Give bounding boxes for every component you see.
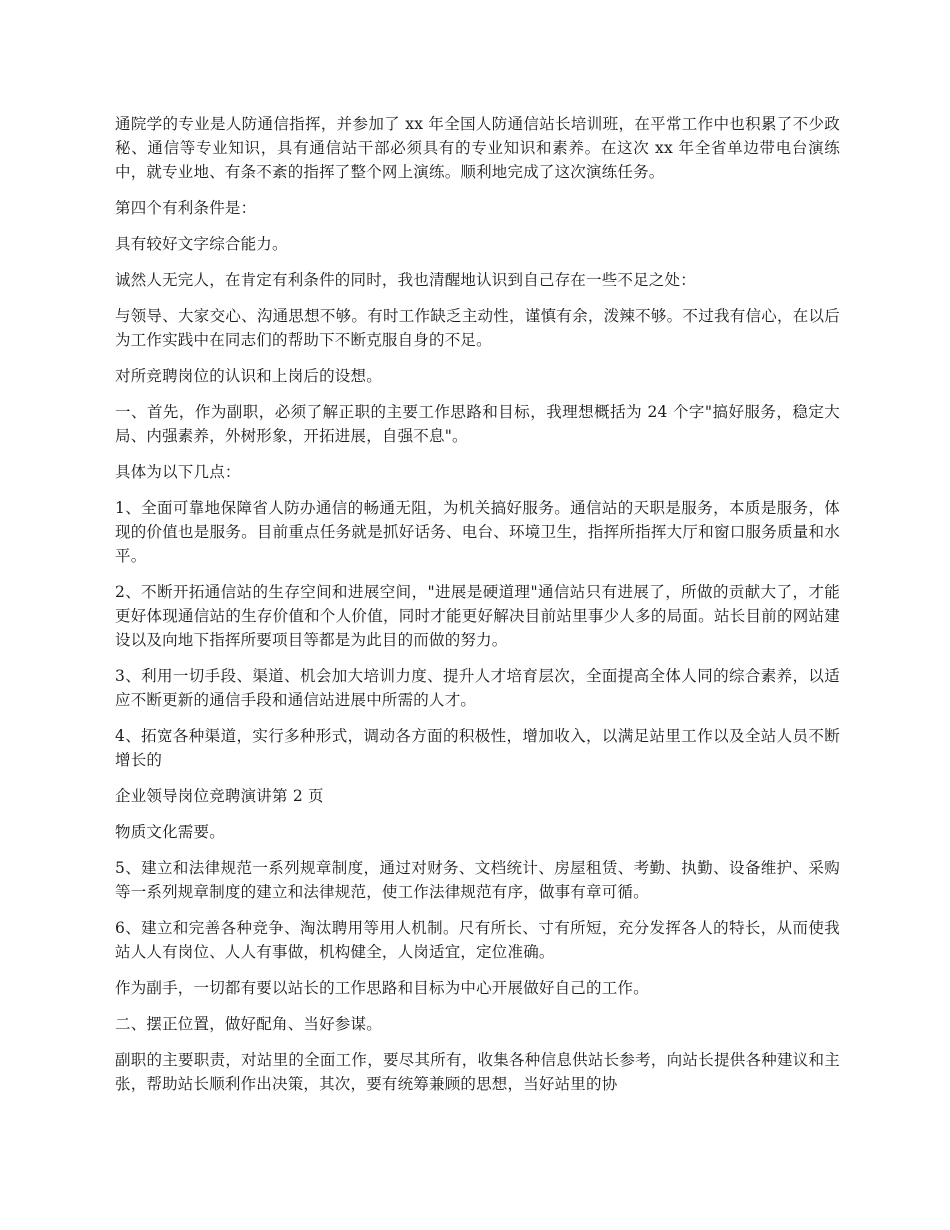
section-heading: 二、摆正位置，做好配角、当好参谋。 <box>115 1015 382 1033</box>
paragraph: 具有较好文字综合能力。 <box>115 235 288 253</box>
list-item: 4、拓宽各种渠道，实行多种形式，调动各方面的积极性，增加收入，以满足站里工作以及全站人员不断增长的 <box>115 727 840 769</box>
page-footer: 企业领导岗位竞聘演讲第 2 页 <box>115 787 324 805</box>
paragraph: 与领导、大家交心、沟通思想不够。有时工作缺乏主动性，谨慎有余，泼辣不够。不过我有信心，在以后为工作实践中在同志们的帮助下不断克服自身的不足。 <box>115 307 840 349</box>
paragraph: 通院学的专业是人防通信指挥，并参加了 xx 年全国人防通信站长培训班，在平常工作中也积累了不少政秘、通信等专业知识，具有通信站干部必须具有的专业知识和素养。在这次 xx 年全省单边带电台演练中，就专业地、有条不紊的指挥了整个网上演练。顺利地完成了这次演练任务。 <box>115 115 840 181</box>
list-item: 3、利用一切手段、渠道、机会加大培训力度、提升人才培育层次，全面提高全体人同的综合素养，以适应不断更新的通信手段和通信站进展中所需的人才。 <box>115 667 840 709</box>
paragraph: 诚然人无完人，在肯定有利条件的同时，我也清醒地认识到自己存在一些不足之处： <box>115 271 696 289</box>
list-item: 6、建立和完善各种竞争、淘汰聘用等用人机制。尺有所长、寸有所短，充分发挥各人的特长，从而使我站人人有岗位、人人有事做，机构健全，人岗适宜，定位准确。 <box>115 919 840 961</box>
section-heading: 对所竞聘岗位的认识和上岗后的设想。 <box>115 367 382 385</box>
list-item: 1、全面可靠地保障省人防办通信的畅通无阻，为机关搞好服务。通信站的天职是服务，本质是服务，体现的价值也是服务。目前重点任务就是抓好话务、电台、环境卫生，指挥所指挥大厅和窗口服务质量和水平。 <box>115 499 840 565</box>
list-item: 2、不断开拓通信站的生存空间和进展空间，"进展是硬道理"通信站只有进展了，所做的贡献大了，才能更好体现通信站的生存价值和个人价值，同时才能更好解决目前站里事少人多的局面。站长目前的网站建设以及向地下指挥所要项目等都是为此目的而做的努力。 <box>115 583 840 649</box>
paragraph: 第四个有利条件是： <box>115 199 257 217</box>
paragraph: 作为副手，一切都有要以站长的工作思路和目标为中心开展做好自己的工作。 <box>115 979 649 997</box>
paragraph: 一、首先，作为副职，必须了解正职的主要工作思路和目标，我理想概括为 24 个字"搞好服务，稳定大局、内强素养，外树形象，开拓进展，自强不息"。 <box>115 403 840 445</box>
paragraph: 副职的主要职责，对站里的全面工作，要尽其所有，收集各种信息供站长参考，向站长提供各种建议和主张，帮助站长顺利作出决策，其次，要有统筹兼顾的思想，当好站里的协 <box>115 1051 840 1093</box>
list-item: 5、建立和法律规范一系列规章制度，通过对财务、文档统计、房屋租赁、考勤、执勤、设备维护、采购等一系列规章制度的建立和法律规范，使工作法律规范有序，做事有章可循。 <box>115 859 840 901</box>
document-page <box>115 112 840 1108</box>
paragraph: 具体为以下几点： <box>115 463 241 481</box>
paragraph: 物质文化需要。 <box>115 823 225 841</box>
